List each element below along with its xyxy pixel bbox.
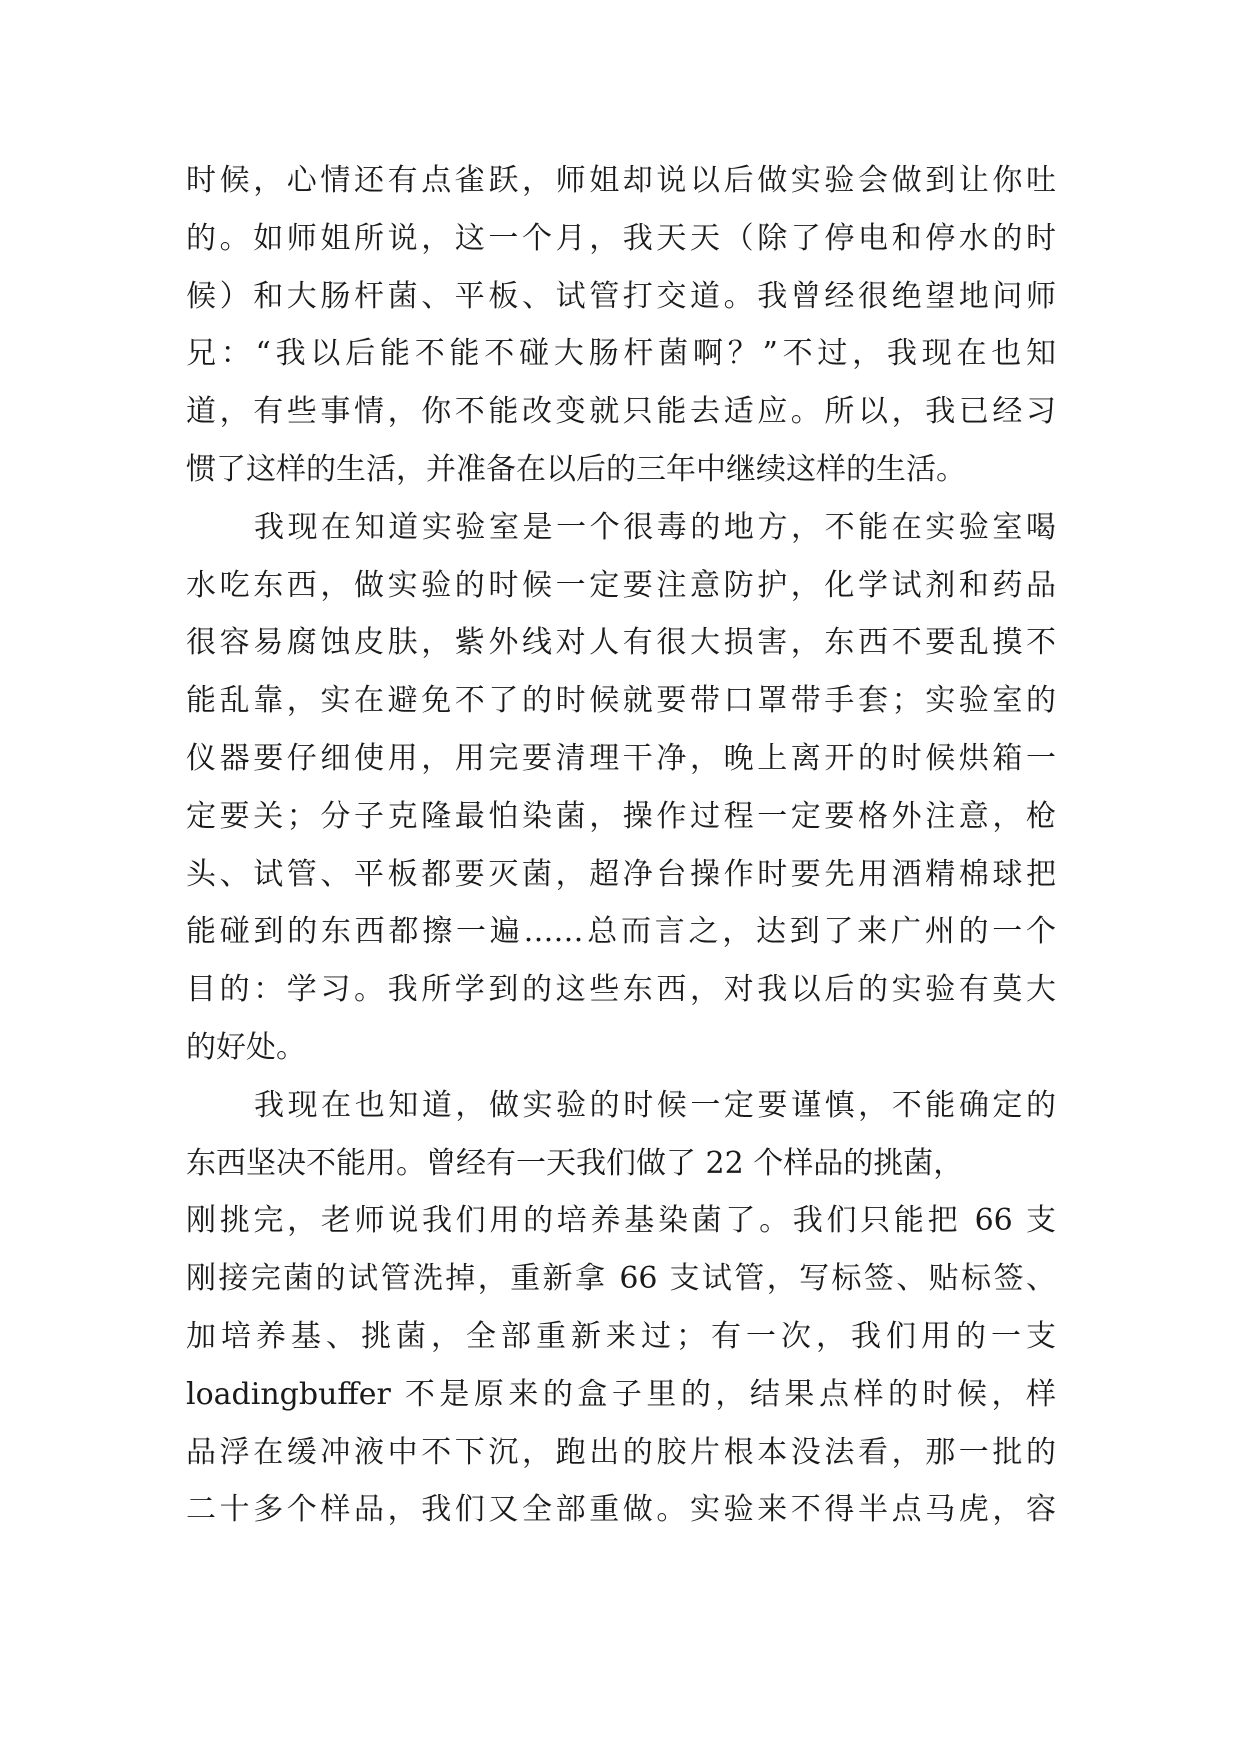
text-line: 能乱靠，实在避免不了的时候就要带口罩带手套；实验室的	[186, 683, 1056, 719]
text-line: 我现在知道实验室是一个很毒的地方，不能在实验室喝	[254, 509, 1056, 545]
text-line: 时候，心情还有点雀跃，师姐却说以后做实验会做到让你吐	[186, 163, 1056, 198]
text-line: 刚挑完，老师说我们用的培养基染菌了。我们只能把 66 支	[186, 1203, 1056, 1239]
text-line: 我现在也知道，做实验的时候一定要谨慎，不能确定的	[254, 1087, 1056, 1123]
text-line: 二十多个样品，我们又全部重做。实验来不得半点马虎，容	[186, 1492, 1056, 1528]
text-line: loadingbuffer 不是原来的盒子里的，结果点样的时候，样	[186, 1376, 1056, 1412]
text-line: 兄：“我以后能不能不碰大肠杆菌啊？”不过，我现在也知	[186, 336, 1056, 372]
text-line: 能碰到的东西都擦一遍……总而言之，达到了来广州的一个	[186, 914, 1056, 950]
text-line: 定要关；分子克隆最怕染菌，操作过程一定要格外注意，枪	[186, 798, 1056, 834]
text-line: 道，有些事情，你不能改变就只能去适应。所以，我已经习	[186, 394, 1056, 430]
text-line: 候）和大肠杆菌、平板、试管打交道。我曾经很绝望地问师	[186, 278, 1056, 314]
text-line: 刚接完菌的试管洗掉，重新拿 66 支试管，写标签、贴标签、	[186, 1261, 1056, 1297]
text-line: 水吃东西，做实验的时候一定要注意防护，化学试剂和药品	[186, 567, 1056, 603]
text-line: 惯了这样的生活，并准备在以后的三年中继续这样的生活。	[186, 451, 966, 487]
text-line: 东西坚决不能用。曾经有一天我们做了 22 个样品的挑菌，	[186, 1145, 964, 1181]
text-line: 仪器要仔细使用，用完要清理干净，晚上离开的时候烘箱一	[186, 740, 1056, 776]
text-line: 加培养基、挑菌，全部重新来过；有一次，我们用的一支	[186, 1318, 1056, 1354]
body-text	[186, 152, 1056, 1539]
text-line: 目的：学习。我所学到的这些东西，对我以后的实验有莫大	[186, 972, 1056, 1008]
text-line: 很容易腐蚀皮肤，紫外线对人有很大损害，东西不要乱摸不	[186, 625, 1056, 661]
text-line: 的。如师姐所说，这一个月，我天天（除了停电和停水的时	[186, 220, 1056, 256]
text-line: 的好处。	[186, 1029, 306, 1065]
text-line: 品浮在缓冲液中不下沉，跑出的胶片根本没法看，那一批的	[186, 1434, 1056, 1470]
text-line: 头、试管、平板都要灭菌，超净台操作时要先用酒精棉球把	[186, 856, 1056, 892]
